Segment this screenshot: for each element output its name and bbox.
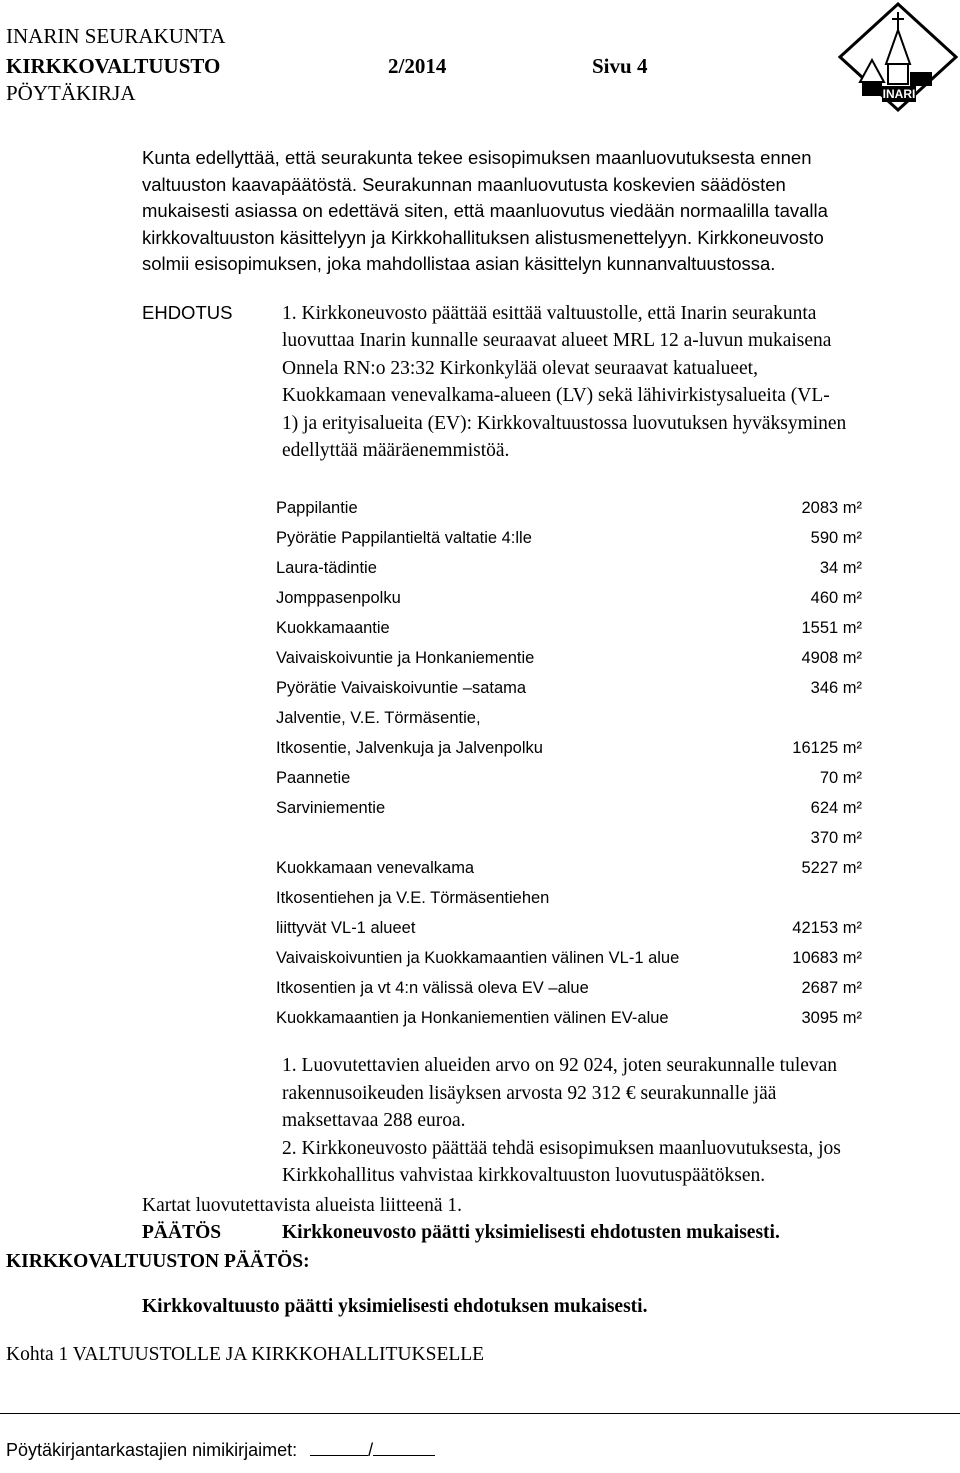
church-logo <box>838 2 958 112</box>
area-name: Kuokkamaantie <box>276 618 390 637</box>
area-name: Laura-tädintie <box>276 558 377 577</box>
area-name: Pyörätie Pappilantieltä valtatie 4:lle <box>276 528 532 547</box>
table-row <box>276 973 862 1003</box>
proposal-line: 1. Kirkkoneuvosto päättää esittää valtuustolle, että Inarin seurakunta <box>282 303 817 324</box>
area-name: Jalventie, V.E. Törmäsentie, <box>276 708 481 727</box>
area-value: 42153 m² <box>792 918 862 937</box>
intro-paragraph <box>142 145 828 278</box>
proposal-line: Kuokkamaan venevalkama-alueen (LV) sekä lähivirkistysalueita (VL- <box>282 385 830 407</box>
logo-text: INARI <box>882 87 916 101</box>
area-value: 370 m² <box>810 828 862 847</box>
area-name: Kuokkamaantien ja Honkaniementien välinen EV-alue <box>276 1008 669 1027</box>
intro-line: valtuuston kaavapäätöstä. Seurakunnan maanluovutusta koskevien säädösten <box>142 173 786 195</box>
intro-line: mukaisesti asiassa on edettävä siten, että maanluovutus viedään normaalilla tavalla <box>142 200 828 221</box>
footer-separator: / <box>368 1440 374 1460</box>
decision-text: Kirkkoneuvosto päätti yksimielisesti ehdotusten mukaisesti. <box>282 1222 780 1243</box>
area-name: Itkosentien ja vt 4:n välissä oleva EV –alue <box>276 978 589 997</box>
note-line: maksettavaa 288 euroa. <box>282 1110 466 1131</box>
area-name: Itkosentie, Jalvenkuja ja Jalvenpolku <box>276 738 543 757</box>
intro-line: kirkkovaltuuston käsittelyyn ja Kirkkohallituksen alistusmenettelyyn. Kirkkoneuvosto <box>142 226 824 248</box>
area-value: 1551 m² <box>801 618 862 637</box>
proposal-line: luovuttaa Inarin kunnalle seuraavat alueet MRL 12 a-luvun mukaisena <box>282 330 832 352</box>
notes <box>282 1052 841 1190</box>
area-name: Pappilantie <box>276 498 358 517</box>
table-row <box>276 883 862 913</box>
area-value: 460 m² <box>810 588 862 607</box>
table-row <box>276 793 862 823</box>
table-row <box>276 733 862 763</box>
table-row <box>276 823 862 853</box>
intro-line: solmii esisopimuksen, joka mahdollistaa asian käsittelyn kunnanvaltuustossa. <box>142 253 776 274</box>
table-row <box>276 673 862 703</box>
area-value: 34 m² <box>819 558 862 577</box>
note-line: Kirkkohallitus vahvistaa kirkkovaltuuston luovutuspäätöksen. <box>282 1165 766 1186</box>
area-name: Paannetie <box>276 768 351 787</box>
page-number: Sivu 4 <box>592 54 648 78</box>
proposal-label: EHDOTUS <box>142 302 233 323</box>
area-value: 16125 m² <box>792 738 862 757</box>
area-value <box>766 703 862 733</box>
intro-line: Kunta edellyttää, että seurakunta tekee esisopimuksen maanluovutuksesta ennen <box>142 147 812 168</box>
decision-label: PÄÄTÖS <box>142 1222 222 1243</box>
area-name: Itkosentiehen ja V.E. Törmäsentiehen <box>276 888 550 907</box>
area-value: 3095 m² <box>801 1008 862 1027</box>
table-row <box>276 643 862 673</box>
area-value: 2083 m² <box>801 498 862 517</box>
footer-signature-line <box>6 1437 435 1462</box>
area-name: Jomppasenpolku <box>276 588 401 607</box>
table-row <box>276 763 862 793</box>
footer-divider <box>0 1413 960 1414</box>
table-row <box>276 943 862 973</box>
org-name: INARIN SEURAKUNTA <box>6 24 226 48</box>
area-value: 5227 m² <box>801 858 862 877</box>
area-value: 346 m² <box>810 678 862 697</box>
area-name: Vaivaiskoivuntie ja Honkaniementie <box>276 648 535 667</box>
initials-field-2[interactable] <box>373 1437 435 1456</box>
area-value: 2687 m² <box>801 978 862 997</box>
area-value: 624 m² <box>810 798 862 817</box>
maps-attachment-note: Kartat luovutettavista alueista liitteenä 1. <box>142 1195 463 1216</box>
area-value: 590 m² <box>810 528 862 547</box>
area-name: Sarviniementie <box>276 798 386 817</box>
table-row <box>276 913 862 943</box>
document-type: PÖYTÄKIRJA <box>6 81 136 105</box>
area-name: Vaivaiskoivuntien ja Kuokkamaantien välinen VL-1 alue <box>276 948 680 967</box>
table-row <box>276 583 862 613</box>
area-name: liittyvät VL-1 alueet <box>276 918 416 937</box>
table-row <box>276 553 862 583</box>
area-name <box>276 823 766 853</box>
body-name: KIRKKOVALTUUSTO <box>6 54 221 78</box>
note-line: 2. Kirkkoneuvosto päättää tehdä esisopimuksen maanluovutuksesta, jos <box>282 1137 841 1159</box>
footer-label: Pöytäkirjantarkastajien nimikirjaimet: <box>6 1440 298 1460</box>
note-line: 1. Luovutettavien alueiden arvo on 92 024, joten seurakunnalle tulevan <box>282 1055 838 1076</box>
table-row <box>276 703 862 733</box>
areas-table <box>276 493 862 1033</box>
table-row <box>276 1003 862 1033</box>
table-row <box>276 493 862 523</box>
note-line: rakennusoikeuden lisäyksen arvosta 92 312 € seurakunnalle jää <box>282 1082 777 1104</box>
table-row <box>276 613 862 643</box>
initials-field-1[interactable] <box>310 1437 368 1456</box>
council-decision-text: Kirkkovaltuusto päätti yksimielisesti ehdotuksen mukaisesti. <box>142 1296 648 1317</box>
area-name: Kuokkamaan venevalkama <box>276 858 475 877</box>
area-name: Pyörätie Vaivaiskoivuntie –satama <box>276 678 527 697</box>
area-value <box>766 883 862 913</box>
meeting-number: 2/2014 <box>388 54 447 78</box>
section-note: Kohta 1 VALTUUSTOLLE JA KIRKKOHALLITUKSELLE <box>6 1344 485 1365</box>
council-decision-heading: KIRKKOVALTUUSTON PÄÄTÖS: <box>6 1251 310 1272</box>
area-value: 10683 m² <box>792 948 862 967</box>
proposal-line: Onnela RN:o 23:32 Kirkonkylää olevat seuraavat katualueet, <box>282 357 758 379</box>
proposal-line: 1) ja erityisalueita (EV): Kirkkovaltuustossa luovutuksen hyväksyminen <box>282 412 847 434</box>
area-value: 70 m² <box>819 768 862 787</box>
proposal-text <box>282 300 846 464</box>
area-value: 4908 m² <box>801 648 862 667</box>
table-row <box>276 853 862 883</box>
table-row <box>276 523 862 553</box>
proposal-line: edellyttää määräenemmistöä. <box>282 440 510 462</box>
